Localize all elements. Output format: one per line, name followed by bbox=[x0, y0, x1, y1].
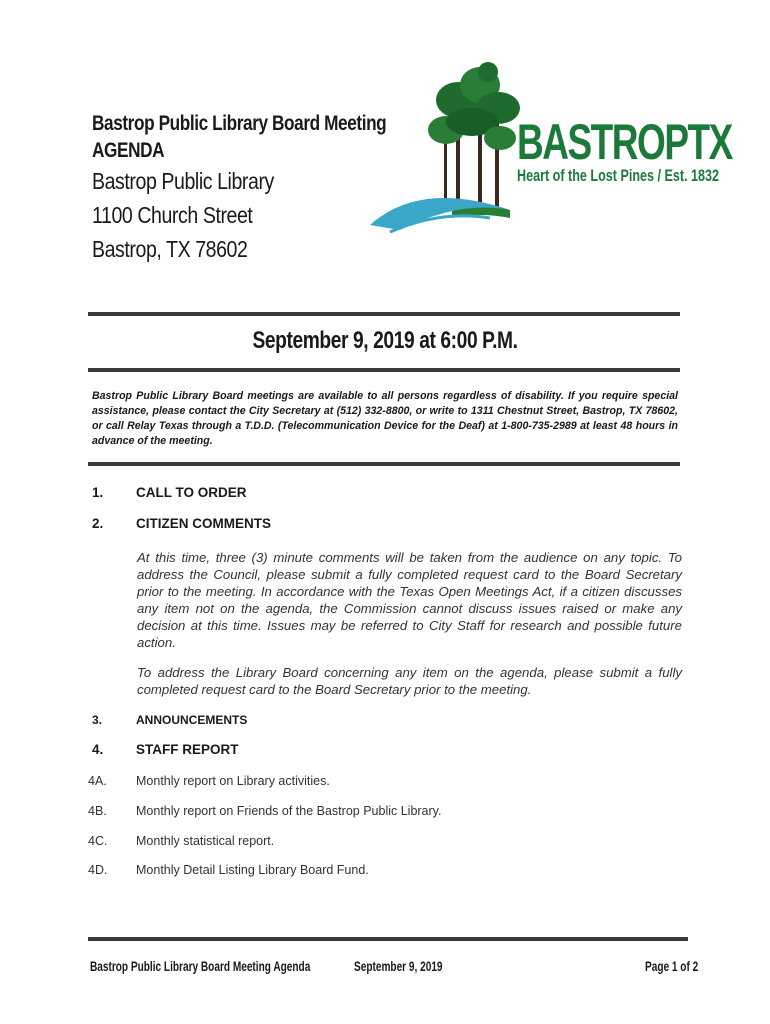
agenda-label: AGENDA bbox=[92, 139, 165, 162]
item-number: 4. bbox=[92, 742, 104, 757]
sub-item-number: 4C. bbox=[88, 834, 108, 848]
meeting-title: Bastrop Public Library Board Meeting bbox=[92, 112, 387, 135]
sub-item-label: Monthly report on Friends of the Bastrop Public Library. bbox=[136, 804, 442, 818]
divider-notice bbox=[88, 462, 680, 466]
item-number: 3. bbox=[92, 713, 103, 727]
sub-item-label: Monthly statistical report. bbox=[136, 834, 275, 848]
library-name: Bastrop Public Library bbox=[92, 168, 274, 194]
pine-trees-icon bbox=[428, 62, 520, 210]
citizen-comments-paragraph-1: At this time, three (3) minute comments will be taken from the audience on any topic. To address the Council, please submit a fully completed request card to the Board Secretary prior to the meeting. In accordance with the Texas Open Meetings Act, if a citizen discusses any item not on the agenda, the Commission cannot discuss issues raised or make any decision at this time. Issues may be referred to City Staff for research and possible future action. bbox=[137, 550, 682, 650]
sub-item-number: 4A. bbox=[88, 774, 107, 788]
footer-page-number: Page 1 of 2 bbox=[645, 958, 699, 974]
accessibility-notice: Bastrop Public Library Board meetings are available to all persons regardless of disability. If you require special assistance, please contact the City Secretary at (512) 332-8800, or write to 1311 Chestnut Street, Bastrop, TX 78602, or call Relay Texas through a T.D.D. (Telecommunication Device for the Deaf) at 1-800-735-2989 at least 48 hours in advance of the meeting. bbox=[92, 390, 678, 447]
divider-top bbox=[88, 312, 680, 316]
item-label: CALL TO ORDER bbox=[136, 485, 247, 500]
sub-item-label: Monthly Detail Listing Library Board Fund. bbox=[136, 863, 369, 877]
item-label: CITIZEN COMMENTS bbox=[136, 516, 271, 531]
brand-name: BASTROPTX bbox=[517, 114, 732, 170]
street-address: 1100 Church Street bbox=[92, 202, 253, 228]
divider-middle bbox=[88, 368, 680, 372]
meeting-date: September 9, 2019 at 6:00 P.M. bbox=[252, 327, 518, 354]
citizen-comments-paragraph-2: To address the Library Board concerning any item on the agenda, please submit a fully completed request card to the Board Secretary prior to the meeting. bbox=[137, 665, 682, 697]
item-label: ANNOUNCEMENTS bbox=[136, 713, 248, 727]
sub-item-number: 4D. bbox=[88, 863, 108, 877]
footer-document-title: Bastrop Public Library Board Meeting Agenda bbox=[90, 958, 311, 974]
item-label: STAFF REPORT bbox=[136, 742, 239, 757]
brand-tagline: Heart of the Lost Pines / Est. 1832 bbox=[517, 166, 720, 185]
divider-footer bbox=[88, 937, 688, 941]
sub-item-number: 4B. bbox=[88, 804, 107, 818]
city-address: Bastrop, TX 78602 bbox=[92, 236, 248, 262]
item-number: 2. bbox=[92, 516, 104, 531]
footer-date: September 9, 2019 bbox=[354, 958, 443, 974]
sub-item-label: Monthly report on Library activities. bbox=[136, 774, 330, 788]
item-number: 1. bbox=[92, 485, 104, 500]
